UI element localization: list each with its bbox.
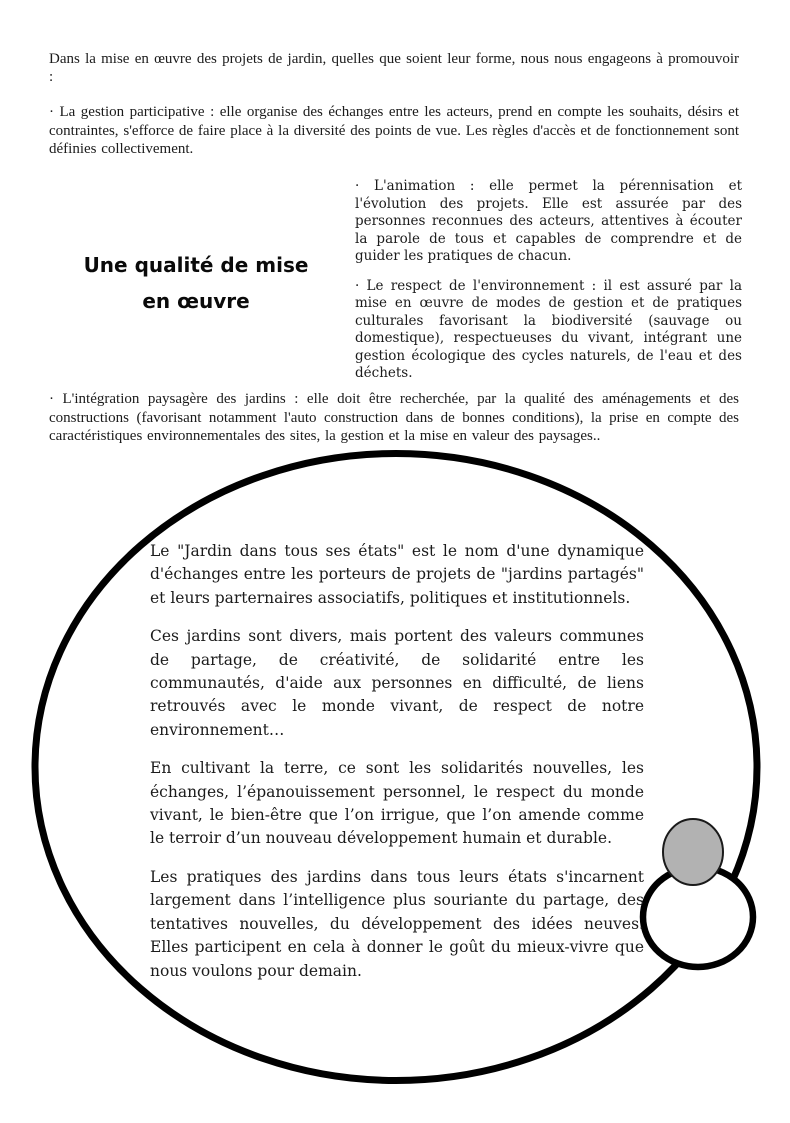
section-heading-line2: en œuvre	[142, 289, 250, 313]
intro-paragraph: Dans la mise en œuvre des projets de jardin, quelles que soient leur forme, nous nous engageons à promouvoir :	[49, 51, 739, 85]
circle-text-block	[150, 540, 644, 998]
circle-paragraph-pratiques: Les pratiques des jardins dans tous leurs états s'incarnent largement dans l’intelligence plus souriante du partage, des tentatives nouvelles, du développement des idées neuves. Elles participent en cela à donner le goût du mieux-vivre que nous voulons pour demain.	[150, 867, 644, 980]
section-heading-line1: Une qualité de mise	[83, 253, 309, 277]
bullet-animation: · L'animation : elle permet la pérennisation et l'évolution des projets. Elle est assurée par des personnes reconnues des acteurs, attentives à écouter la parole de tous et capables de comprendre et de guider les pratiques de chacun.	[355, 178, 742, 264]
gray-dot	[663, 819, 723, 885]
bullet-gestion-participative: · La gestion participative : elle organise des échanges entre les acteurs, prend en compte les souhaits, désirs et contraintes, s'efforce de faire place à la diversité des points de vue. Les règles d'accès et de fonctionnement sont définies collectivement.	[49, 104, 739, 157]
circle-paragraph-valeurs: Ces jardins sont divers, mais portent des valeurs communes de partage, de créativité, de solidarité entre les communautés, d'aide aux personnes en difficulté, de liens retrouvés avec le monde vivant, de respect de notre environnement…	[150, 627, 644, 739]
bullet-respect-environnement: · Le respect de l'environnement : il est assuré par la mise en œuvre de modes de gestion et de pratiques culturales favorisant la biodiversité (sauvage ou domestique), respectueuses du vivant, intégrant une gestion écologique des cycles naturels, de l'eau et des déchets.	[355, 277, 742, 381]
circle-paragraph-jardin-etats: Le "Jardin dans tous ses états" est le nom d'une dynamique d'échanges entre les porteurs de projets de "jardins partagés" et leurs parternaires associatifs, politiques et institutionnels.	[150, 542, 644, 607]
circle-paragraph-cultivant: En cultivant la terre, ce sont les solidarités nouvelles, les échanges, l’épanouissement personnel, le respect du monde vivant, le bien-être que l’on irrigue, que l’on amende comme le terroir d’un nouveau développement humain et durable.	[150, 759, 644, 848]
bullet-integration-paysagere: · L'intégration paysagère des jardins : elle doit être recherchée, par la qualité des aménagements et des constructions (favorisant notamment l'auto construction dans de bonnes conditions), la prise en compte des caractéristiques environnementales des sites, la gestion et la mise en valeur des paysages..	[49, 391, 739, 444]
